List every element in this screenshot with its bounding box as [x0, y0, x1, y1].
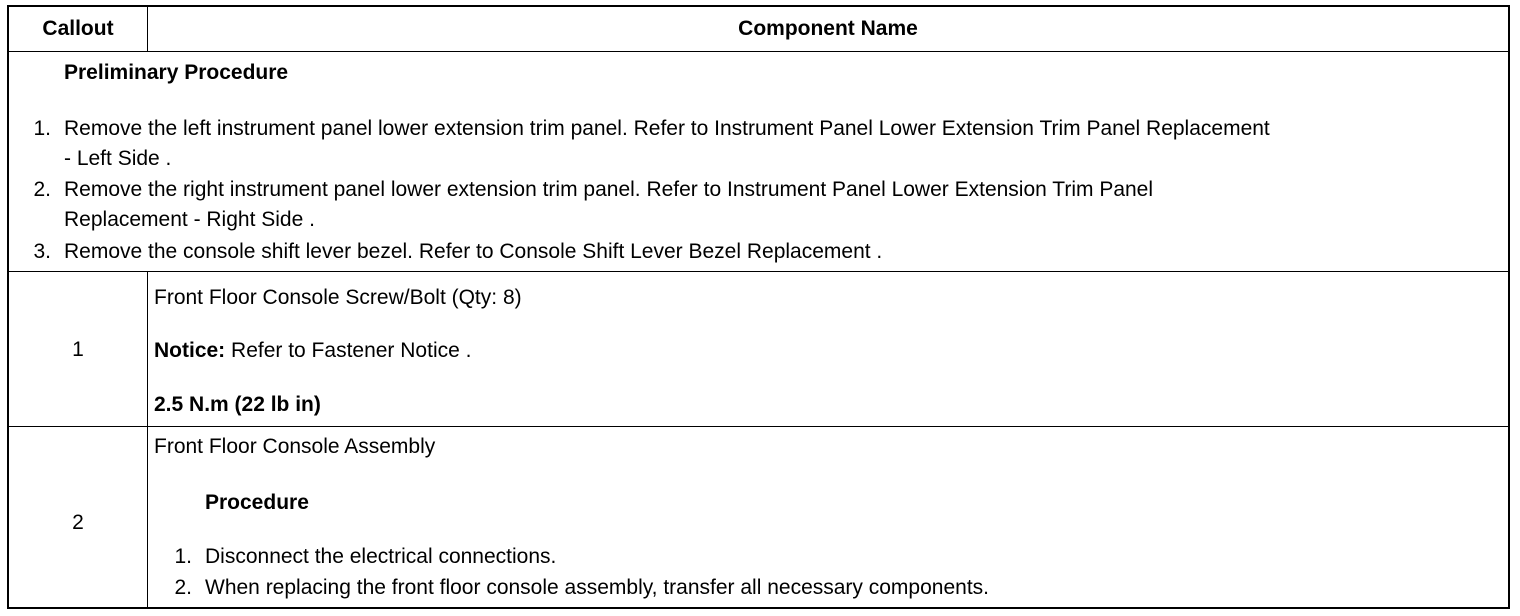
header-callout: Callout: [42, 17, 114, 40]
header-divider: [147, 7, 148, 51]
step-text-line-2: - Left Side .: [64, 147, 172, 170]
step-text: Disconnect the electrical connections.: [205, 545, 557, 568]
step-number: 1.: [33, 117, 51, 140]
callout-number: 2: [72, 511, 84, 534]
step-number: 2.: [174, 576, 192, 599]
procedure-heading: Procedure: [205, 491, 309, 514]
notice: [154, 336, 471, 366]
row-2-divider: [147, 426, 148, 607]
callout-number: 1: [72, 338, 84, 361]
component-name: Front Floor Console Screw/Bolt (Qty: 8): [154, 286, 522, 309]
step-text-line-1: Remove the console shift lever bezel. Refer to Console Shift Lever Bezel Replacement .: [64, 240, 883, 263]
header-component-name: Component Name: [738, 17, 918, 40]
header-bottom-rule: [9, 51, 1508, 52]
step-text: When replacing the front floor console assembly, transfer all necessary components.: [205, 576, 989, 599]
torque-spec: 2.5 N.m (22 lb in): [154, 393, 321, 416]
step-text-line-1: Remove the right instrument panel lower extension trim panel. Refer to Instrument Panel Lower Extension Trim Panel: [64, 178, 1154, 201]
notice-text: Refer to Fastener Notice .: [225, 339, 472, 362]
step-text-line-1: Remove the left instrument panel lower extension trim panel. Refer to Instrument Panel Lower Extension Trim Panel Replacement: [64, 117, 1270, 140]
notice-label: Notice:: [154, 339, 226, 362]
component-table: [7, 5, 1510, 609]
step-number: 2.: [33, 178, 51, 201]
row-1-bottom-rule: [9, 426, 1508, 427]
preliminary-heading: Preliminary Procedure: [64, 61, 289, 84]
step-text-line-2: Replacement - Right Side .: [64, 208, 315, 231]
step-number: 1.: [174, 545, 192, 568]
component-name: Front Floor Console Assembly: [154, 435, 436, 458]
step-number: 3.: [33, 240, 51, 263]
row-1-divider: [147, 271, 148, 426]
preliminary-bottom-rule: [9, 271, 1508, 272]
